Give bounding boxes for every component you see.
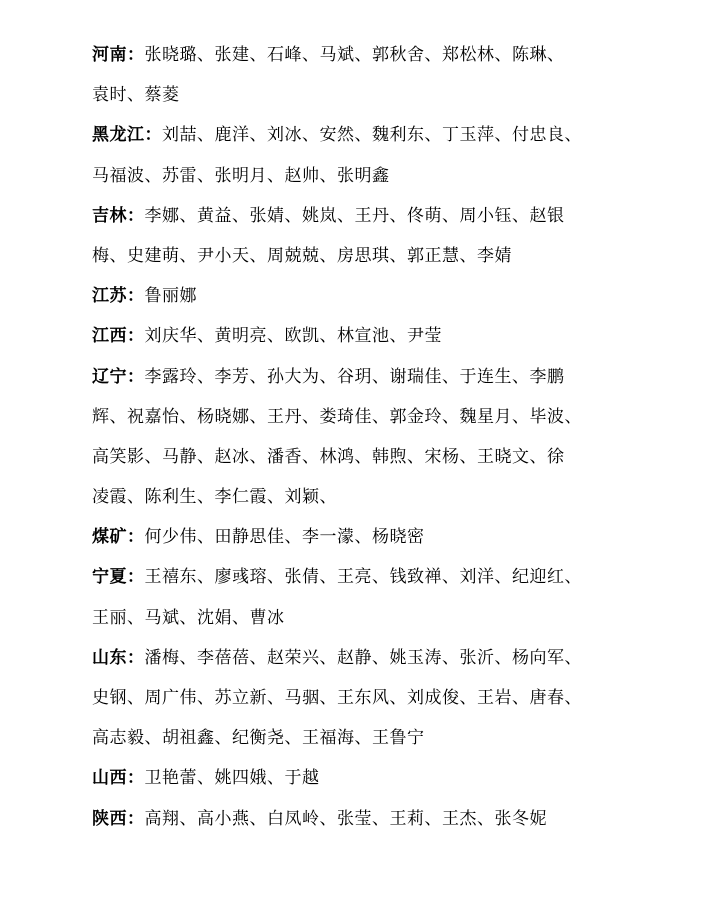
text-line — [92, 723, 652, 763]
text-line — [92, 683, 652, 723]
text-line — [92, 763, 652, 803]
name-text: 李娜、黄益、张婧、姚岚、王丹、佟萌、周小钰、赵银 — [144, 205, 565, 226]
region-label: 山西： — [92, 768, 145, 789]
text-line — [92, 201, 652, 241]
text-line — [92, 482, 652, 522]
text-line — [92, 120, 652, 160]
name-text: 马福波、苏雷、张明月、赵帅、张明鑫 — [92, 165, 390, 186]
text-line — [92, 281, 652, 321]
text-line — [92, 804, 652, 844]
name-text: 高翔、高小燕、白凤岭、张莹、王莉、王杰、张冬妮 — [144, 808, 547, 829]
region-label: 江西： — [92, 326, 145, 347]
name-text: 潘梅、李蓓蓓、赵荣兴、赵静、姚玉涛、张沂、杨向军、 — [144, 647, 582, 668]
region-label: 辽宁： — [92, 366, 145, 387]
text-line — [92, 522, 652, 562]
region-label: 陕西： — [92, 808, 145, 829]
text-line — [92, 241, 652, 281]
text-line — [92, 161, 652, 201]
name-text: 刘喆、鹿洋、刘冰、安然、魏利东、丁玉萍、付忠良、 — [162, 125, 582, 146]
region-label: 煤矿： — [92, 527, 145, 548]
text-line — [92, 402, 652, 442]
text-line — [92, 40, 652, 80]
text-line — [92, 562, 652, 602]
name-text: 辉、祝嘉怡、杨晓娜、王丹、娄琦佳、郭金玲、魏星月、毕波、 — [92, 406, 582, 427]
name-text: 何少伟、田静思佳、李一濛、杨晓密 — [144, 527, 425, 548]
text-line — [92, 321, 652, 361]
name-text: 高志毅、胡祖鑫、纪衡尧、王福海、王鲁宁 — [92, 728, 425, 749]
text-line — [92, 643, 652, 683]
name-text: 高笑影、马静、赵冰、潘香、林鸿、韩煦、宋杨、王晓文、徐 — [92, 446, 565, 467]
name-text: 史钢、周广伟、苏立新、马骃、王东风、刘成俊、王岩、唐春、 — [92, 688, 582, 708]
region-label: 河南： — [92, 45, 145, 65]
region-label: 山东： — [92, 647, 145, 668]
name-text: 袁时、蔡菱 — [92, 85, 180, 106]
name-text: 王禧东、廖彧瑢、张倩、王亮、钱致禅、刘洋、纪迎红、 — [144, 567, 582, 588]
name-text: 梅、史建萌、尹小天、周兢兢、房思琪、郭正慧、李婧 — [92, 245, 512, 266]
region-label: 吉林： — [92, 205, 145, 226]
text-line — [92, 442, 652, 482]
region-label: 江苏： — [92, 286, 145, 307]
text-line — [92, 603, 652, 643]
name-text: 卫艳蕾、姚四娥、于越 — [144, 768, 320, 789]
region-label: 宁夏： — [92, 567, 145, 588]
text-line — [92, 362, 652, 402]
name-text: 鲁丽娜 — [144, 286, 197, 307]
name-text: 王丽、马斌、沈娟、曹冰 — [92, 607, 285, 628]
name-list — [92, 40, 652, 844]
name-text: 李露玲、李芳、孙大为、谷玥、谢瑞佳、于连生、李鹏 — [144, 366, 565, 387]
region-label: 黑龙江： — [92, 125, 162, 146]
text-line — [92, 80, 652, 120]
name-text: 凌霞、陈利生、李仁霞、刘颖、 — [92, 487, 337, 508]
name-text: 刘庆华、黄明亮、欧凯、林宣池、尹莹 — [144, 326, 442, 347]
name-text: 张晓璐、张建、石峰、马斌、郭秋舍、郑松林、陈琳、 — [144, 45, 565, 65]
